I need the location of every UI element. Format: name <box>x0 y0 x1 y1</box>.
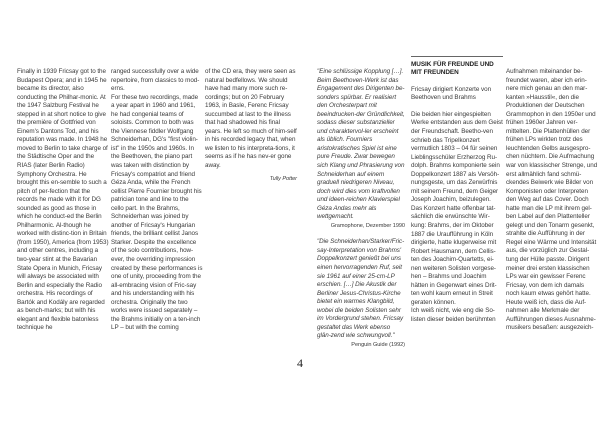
author-signature: Tully Potter <box>269 175 297 182</box>
press-quote: "Eine schlüssige Kopplung […]. Beim Beethoven-Werk ist das Engagement des Dirigenten be-sonders spürbar. Er realisiert den Orchesterpart mit beeindrucken-der Gründlichkeit, sodass dieser substanzieller und charaktervol-ler erscheint als üblich. Fourniers aristokratisches Spiel ist eine pure Freude. Zwar bewegen sich Klang und Phrasierung von Schneiderhan auf einem graduell niedrigeren Niveau, doch wird dies vom kraftvollen und ideen-reichen Klavierspiel Géza Andas mehr als wettgemacht. <box>317 68 405 221</box>
body-text: Ich weiß nicht, wie eng die So-listen dieser beiden berühmten <box>411 307 496 324</box>
body-text: of the CD era, they were seen as natural bedfellows. We should have had many more such re-cordings; but on 20 February 1963, in Basle, Ferenc Fricsay succumbed at last to the illness that had shadowed his final years. He left so much of him-self in his recorded legacy that, when we listen to his interpreta-tions, it seems as if he has nev-er gone away. <box>205 68 297 170</box>
section-subtitle: Fricsay dirigiert Konzerte von Beethoven und Brahms <box>411 85 492 102</box>
body-text: Die beiden hier eingespielten Werke entstanden aus dem Geist der Freundschaft. Beetho-ven schrieb das Tripelkonzert vermutlich 1803 – 04 für seinen Lieblingsschüler Erzherzog Ru-dolph. Brahms komponierte sein Doppelkonzert 1887 als Versöh-nungsgeste, um das Zerwürfnis mit seinem Freund, dem Geiger Joseph Joachim, beizulegen. Das Konzert hatte offenbar tat-sächlich die erwünschte Wir-kung: Brahms, der im Oktober 1887 die Uraufführung in Köln dirigierte, hatte klugerweise mit Robert Hausmann, dem Cellis-ten des Joachim-Quartetts, ei-nen weiteren Solisten vorgese-hen – Brahms und Joachim hätten in Gegenwart eines Drit-ten wohl kaum erneut in Streit geraten können. <box>411 110 503 306</box>
quote-source: Penguin Guide (1992) <box>351 341 405 348</box>
quote-source: Gramophone, Dezember 1990 <box>330 222 405 229</box>
section-heading: MUSIK FÜR FREUNDE UND MIT FREUNDEN <box>411 61 494 77</box>
heading-rule <box>411 56 503 57</box>
column-german-1 <box>411 56 503 325</box>
body-text: For these two recordings, made a year apart in 1960 and 1961, he had congenial teams of soloists. Common to both was the Viennese fiddler Wolfgang Schneiderhan, DG's "first violin-ist" in the 1950s and 1960s. In the Beethoven, the piano part was taken with distinction by Fricsay's compatriot and friend Géza Anda, while the French cellist Pierre Fournier brought his patrician tone and line to the cello part. In the Brahms, Schneiderhan was joined by another of Fricsay's Hungarian friends, the brilliant cellist Janos Starker. Despite the excellence of the solo contributions, how-ever, the overriding impression created by these performances is one of unity, proceeding from the all-embracing vision of Fric-say and his understanding with his orchestra. Originally the two works were issued separately – the Brahms initially on a ten-inch LP – but with the coming <box>111 93 203 332</box>
body-text: Aufnahmen miteinander be-freundet waren, aber ich erin-nere mich genau an den mar-kanten »Hausstil«, den die Produktionen der Deutschen Grammophon in den 1950er und frühen 1960er Jahren ver-mittelten. Die Plattenhüllen der frühen LPs wirkten trotz des leuchtenden Gelbs ausgespro-chen nüchtern. Die Aufmachung war von klassischer Strenge, und erst allmählich fand schmü-ckendes Beiwerk wie Bilder von Komponisten oder Interpreten den Weg auf das Cover. Doch hatte man die LP mit ihrem gel-ben Label auf den Plattenteller gelegt und den Tonarm gesenkt, strahlte die Aufführung in der Regel eine Wärme und Intensität aus, die vorzüglich zur Gestal-tung der Hülle passte. Dirigent meiner drei ersten klassischen LPs war ein gewisser Ferenc Fricsay, von dem ich damals noch kaum etwas gehört hatte. Heute weiß ich, dass die Auf-nahmen alle Merkmale der Aufführungen dieses Ausnahme-musikers besaßen: ausgezeich- <box>506 68 598 332</box>
column-english-2 <box>111 68 203 333</box>
press-quote: "Die Schneiderhan/Starker/Fric-say-Interpretation von Brahms' Doppelkonzert genießt bei uns einen hervorragenden Ruf, seit sie 1961 auf einer 25-cm-LP erschien. […] Die Akustik der Berliner Jesus-Christus-Kirche bietet ein warmes Klangbild, wobei die beiden Solisten sehr im Vordergrund stehen. Fricsay gestaltet das Werk ebenso glän-zend wie schwungvoll." <box>317 238 405 340</box>
page-number: 4 <box>297 356 303 370</box>
body-text: Finally in 1939 Fricsay got to the Budapest Opera; and in 1945 he became its director, also conducting the Philhar-monic. At the 1947 Salzburg Festival he stepped in at short notice to give the première of Gottfried von Einem's Dantons Tod, and his reputation was made. In 1948 he moved to Berlin to take charge of the Städtische Oper and the RIAS (later Berlin Radio) Symphony Orchestra. He brought this en-semble to such a pitch of per-fection that the records he made with it for DG sounded as good as those in which he conduct-ed the Berlin Philharmonic. Al-though he worked with distinc-tion in Britain (from 1950), America (from 1953) and other centres, including a two-year stint at the Bavarian State Opera in Munich, Fricsay will always be associated with Berlin and especially the Radio orchestra. His recordings of Bartók and Kodály are regarded as bench-marks; but with his elegant and flexible batonless technique he <box>17 68 109 332</box>
body-text: ranged successfully over a wide repertoire, from classics to mod-erns. <box>111 68 200 93</box>
column-press-quotes <box>317 68 405 350</box>
column-english-3 <box>205 68 297 183</box>
column-english-1 <box>17 68 109 333</box>
column-german-2 <box>506 68 598 333</box>
